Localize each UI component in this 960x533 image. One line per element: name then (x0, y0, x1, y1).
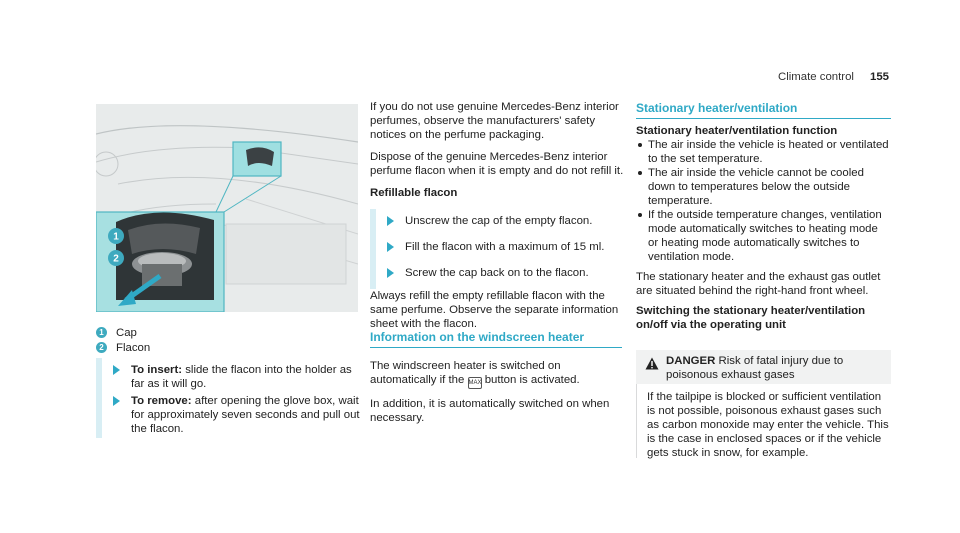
legend-item (96, 340, 358, 355)
legend-label: Cap (116, 326, 137, 339)
steps-bar (96, 358, 102, 438)
paragraph: In addition, it is automatically switched on when necessary. (370, 398, 610, 424)
function-bullets (636, 138, 891, 264)
legend-label: Flacon (116, 341, 151, 354)
step-arrow-icon (113, 365, 120, 375)
paragraph: Always refill the empty refillable flacon with the same perfume. Observe the separate information sheet with the flacon. (370, 290, 619, 330)
step-label: To insert: (131, 364, 183, 376)
callout-1: 1 (113, 231, 119, 243)
refillable-heading: Refillable flacon (370, 187, 458, 199)
danger-heading (666, 354, 886, 382)
windscreen-max-button-icon: MAX (468, 377, 482, 389)
section-divider (370, 347, 622, 348)
danger-body: If the tailpipe is blocked or sufficient ventilation is not possible, poisonous exhaust gases such as carbon monoxide may enter the vehicle. This is the case in enclosed spaces or if the vehicle gets stuck in snow, for example. (636, 384, 891, 458)
windscreen-info (370, 359, 625, 433)
page-number: 155 (870, 71, 890, 83)
step-arrow-icon (387, 216, 394, 226)
paragraph (370, 359, 625, 389)
step-text: Screw the cap back on to the flacon. (405, 267, 589, 279)
perfume-info-column (370, 100, 625, 209)
legend-number: 2 (96, 342, 107, 353)
step-text: Unscrew the cap of the empty flacon. (405, 215, 593, 227)
windscreen-section-title: Information on the windscreen heater (370, 330, 585, 344)
function-heading: Stationary heater/ventilation function (636, 125, 838, 137)
danger-header (636, 350, 891, 384)
section-divider (636, 118, 891, 119)
bullet-text: The air inside the vehicle cannot be cooled down to temperatures below the outside temperature. (648, 167, 864, 207)
text: The windscreen heater is switched on automatically if the (370, 360, 561, 386)
step-arrow-icon (387, 268, 394, 278)
steps-bar (370, 209, 376, 289)
page-header-title: Climate control (778, 71, 854, 83)
figure-legend (96, 325, 358, 355)
refill-step (387, 240, 627, 254)
step-text: after opening the glove box, wait for approximately seven seconds and pull out the flacon. (131, 395, 360, 435)
bullet-text: The air inside the vehicle is heated or ventilated to the set temperature. (648, 139, 889, 165)
callout-2: 2 (113, 253, 119, 265)
refill-step (387, 214, 627, 228)
paragraph: The stationary heater and the exhaust gas outlet are situated behind the right-hand front wheel. (636, 271, 881, 297)
step-label: To remove: (131, 395, 192, 407)
glovebox-perfume-illustration (96, 104, 358, 312)
refill-step (387, 266, 627, 280)
danger-summary: Risk of fatal injury due to poisonous exhaust gases (666, 355, 844, 381)
step-remove (113, 394, 363, 436)
step-arrow-icon (387, 242, 394, 252)
step-arrow-icon (113, 396, 120, 406)
paragraph: If you do not use genuine Mercedes-Benz interior perfumes, observe the manufacturers' safety notices on the perfume packaging. (370, 101, 619, 141)
warning-triangle-icon (645, 357, 659, 370)
step-text: slide the flacon into the holder as far as it will go. (131, 364, 352, 390)
stationary-section-title: Stationary heater/ventilation (636, 101, 798, 115)
text: button is activated. (484, 374, 580, 386)
step-insert (113, 363, 363, 391)
legend-item (96, 325, 358, 340)
bullet-text: If the outside temperature changes, ventilation mode automatically switches to heating mode or heating mode automatically switches to ventilation mode. (648, 209, 882, 263)
stationary-heater-info (636, 124, 891, 332)
legend-number: 1 (96, 327, 107, 338)
danger-label: DANGER (666, 355, 716, 367)
danger-notice (636, 350, 891, 458)
step-text: Fill the flacon with a maximum of 15 ml. (405, 241, 605, 253)
list-item (636, 138, 891, 166)
list-item (636, 166, 891, 208)
switching-heading: Switching the stationary heater/ventilation on/off via the operating unit (636, 305, 866, 331)
paragraph: Dispose of the genuine Mercedes-Benz interior perfume flacon when it is empty and do not refill it. (370, 151, 624, 177)
list-item (636, 208, 891, 264)
